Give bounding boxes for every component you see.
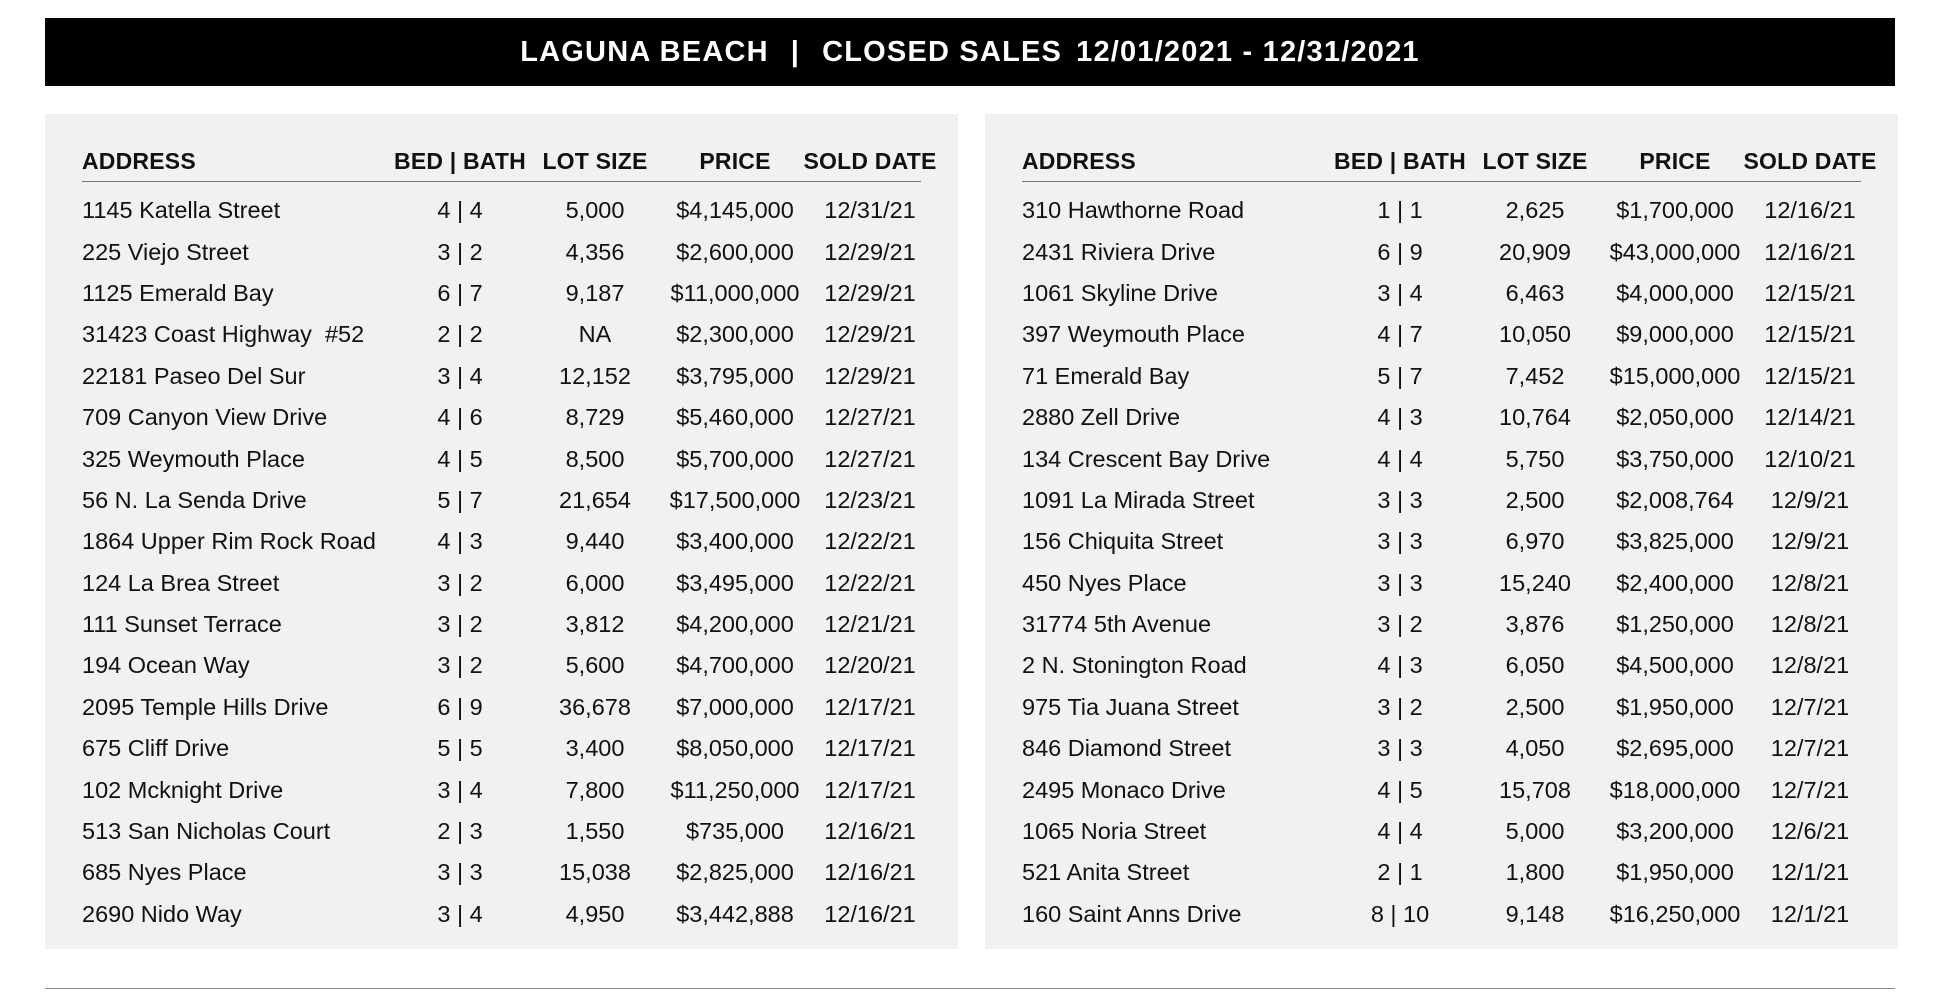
table-row — [985, 811, 1898, 852]
cell-bed-bath: 4 | 3 — [1377, 404, 1423, 431]
cell-lot-size: 3,876 — [1505, 611, 1565, 638]
cell-price: $2,050,000 — [1616, 404, 1734, 431]
cell-address: 685 Nyes Place — [82, 859, 247, 886]
cell-price: $3,400,000 — [676, 528, 794, 555]
table-row — [45, 397, 958, 438]
cell-bed-bath: 4 | 4 — [1377, 818, 1423, 845]
cell-sold-date: 12/8/21 — [1770, 569, 1850, 596]
cell-sold-date: 12/16/21 — [824, 818, 916, 845]
cell-bed-bath: 6 | 9 — [1377, 238, 1423, 265]
cell-sold-date: 12/22/21 — [824, 569, 916, 596]
table-row — [985, 852, 1898, 893]
cell-sold-date: 12/1/21 — [1770, 859, 1850, 886]
cell-price: $2,695,000 — [1616, 735, 1734, 762]
table-row — [45, 811, 958, 852]
cell-sold-date: 12/27/21 — [824, 404, 916, 431]
table-body — [45, 190, 958, 935]
table-row — [45, 852, 958, 893]
cell-address: 325 Weymouth Place — [82, 445, 305, 472]
cell-price: $735,000 — [685, 818, 785, 845]
cell-lot-size: 8,500 — [565, 445, 625, 472]
cell-bed-bath: 5 | 7 — [437, 486, 483, 513]
cell-address: 310 Hawthorne Road — [1022, 197, 1245, 224]
cell-address: 71 Emerald Bay — [1022, 362, 1190, 389]
cell-address: 521 Anita Street — [1022, 859, 1190, 886]
cell-sold-date: 12/16/21 — [824, 859, 916, 886]
table-row — [985, 521, 1898, 562]
header-bed-bath: BED | BATH — [394, 147, 526, 174]
cell-price: $7,000,000 — [676, 693, 794, 720]
cell-lot-size: 9,187 — [565, 279, 625, 306]
cell-lot-size: 5,600 — [565, 652, 625, 679]
cell-lot-size: 20,909 — [1499, 238, 1571, 265]
cell-sold-date: 12/22/21 — [824, 528, 916, 555]
cell-bed-bath: 3 | 2 — [1377, 611, 1423, 638]
cell-sold-date: 12/31/21 — [824, 197, 916, 224]
table-row — [985, 231, 1898, 272]
cell-sold-date: 12/29/21 — [824, 362, 916, 389]
cell-price: $4,200,000 — [676, 611, 794, 638]
table-row — [45, 687, 958, 728]
cell-address: 160 Saint Anns Drive — [1022, 900, 1242, 927]
cell-address: 846 Diamond Street — [1022, 735, 1232, 762]
cell-price: $2,400,000 — [1616, 569, 1734, 596]
cell-price: $4,500,000 — [1616, 652, 1734, 679]
table-row — [985, 397, 1898, 438]
cell-price: $3,825,000 — [1616, 528, 1734, 555]
cell-address: 975 Tia Juana Street — [1022, 693, 1239, 720]
cell-lot-size: 6,000 — [565, 569, 625, 596]
header-divider — [82, 181, 921, 182]
cell-price: $8,050,000 — [676, 735, 794, 762]
header-address: ADDRESS — [1022, 147, 1136, 174]
table-row — [45, 604, 958, 645]
cell-lot-size: 2,625 — [1505, 197, 1565, 224]
cell-address: 111 Sunset Terrace — [82, 611, 282, 638]
cell-price: $16,250,000 — [1609, 900, 1741, 927]
cell-bed-bath: 4 | 4 — [1377, 445, 1423, 472]
cell-sold-date: 12/20/21 — [824, 652, 916, 679]
cell-address: 102 Mcknight Drive — [82, 776, 284, 803]
cell-address: 2690 Nido Way — [82, 900, 242, 927]
cell-address: 1145 Katella Street — [82, 197, 281, 224]
cell-sold-date: 12/16/21 — [1764, 197, 1856, 224]
table-row — [45, 480, 958, 521]
cell-bed-bath: 8 | 10 — [1370, 900, 1430, 927]
cell-address: 2 N. Stonington Road — [1022, 652, 1247, 679]
cell-address: 1091 La Mirada Street — [1022, 486, 1255, 513]
cell-address: 397 Weymouth Place — [1022, 321, 1245, 348]
cell-lot-size: 36,678 — [559, 693, 631, 720]
cell-bed-bath: 5 | 7 — [1377, 362, 1423, 389]
cell-address: 124 La Brea Street — [82, 569, 280, 596]
cell-price: $4,700,000 — [676, 652, 794, 679]
cell-sold-date: 12/15/21 — [1764, 321, 1856, 348]
cell-bed-bath: 2 | 2 — [437, 321, 483, 348]
cell-lot-size: 6,970 — [1505, 528, 1565, 555]
table-row — [985, 894, 1898, 935]
cell-bed-bath: 4 | 3 — [437, 528, 483, 555]
cell-bed-bath: 4 | 6 — [437, 404, 483, 431]
table-row — [45, 356, 958, 397]
cell-price: $3,795,000 — [676, 362, 794, 389]
cell-bed-bath: 4 | 3 — [1377, 652, 1423, 679]
title-label: CLOSED SALES — [822, 35, 1063, 68]
table-row — [985, 190, 1898, 231]
cell-lot-size: 1,800 — [1505, 859, 1565, 886]
cell-address: 2095 Temple Hills Drive — [82, 693, 329, 720]
cell-bed-bath: 3 | 3 — [437, 859, 483, 886]
table-row — [45, 438, 958, 479]
title-date-range: 12/01/2021 - 12/31/2021 — [1076, 35, 1420, 68]
footer-divider — [45, 988, 1895, 989]
cell-address: 1065 Noria Street — [1022, 818, 1207, 845]
cell-address: 1864 Upper Rim Rock Road — [82, 528, 376, 555]
cell-bed-bath: 3 | 4 — [437, 776, 483, 803]
cell-bed-bath: 3 | 2 — [437, 611, 483, 638]
cell-lot-size: 1,550 — [565, 818, 625, 845]
cell-price: $4,000,000 — [1616, 279, 1734, 306]
title-city: LAGUNA BEACH — [520, 35, 769, 68]
cell-lot-size: 7,800 — [565, 776, 625, 803]
cell-address: 2880 Zell Drive — [1022, 404, 1181, 431]
cell-lot-size: 4,950 — [565, 900, 625, 927]
cell-price: $3,495,000 — [676, 569, 794, 596]
cell-bed-bath: 3 | 3 — [1377, 486, 1423, 513]
table-row — [985, 645, 1898, 686]
table-header — [985, 142, 1898, 180]
cell-lot-size: 5,750 — [1505, 445, 1565, 472]
cell-lot-size: 2,500 — [1505, 693, 1565, 720]
cell-price: $2,600,000 — [676, 238, 794, 265]
table-row — [45, 563, 958, 604]
cell-sold-date: 12/15/21 — [1764, 279, 1856, 306]
table-row — [985, 563, 1898, 604]
header-price: PRICE — [1639, 147, 1711, 174]
cell-price: $5,700,000 — [676, 445, 794, 472]
table-row — [985, 438, 1898, 479]
table-row — [45, 190, 958, 231]
header-divider — [1022, 181, 1861, 182]
cell-sold-date: 12/14/21 — [1764, 404, 1856, 431]
report-title-bar — [45, 18, 1895, 86]
cell-sold-date: 12/29/21 — [824, 238, 916, 265]
cell-bed-bath: 4 | 5 — [1377, 776, 1423, 803]
cell-bed-bath: 3 | 4 — [437, 900, 483, 927]
cell-lot-size: 9,148 — [1505, 900, 1565, 927]
cell-lot-size: 4,356 — [565, 238, 625, 265]
cell-price: $2,300,000 — [676, 321, 794, 348]
cell-address: 675 Cliff Drive — [82, 735, 230, 762]
table-row — [985, 314, 1898, 355]
cell-lot-size: 15,240 — [1499, 569, 1571, 596]
cell-lot-size: 15,038 — [559, 859, 631, 886]
cell-bed-bath: 3 | 3 — [1377, 735, 1423, 762]
cell-sold-date: 12/7/21 — [1770, 735, 1850, 762]
cell-sold-date: 12/7/21 — [1770, 776, 1850, 803]
cell-address: 2495 Monaco Drive — [1022, 776, 1226, 803]
cell-price: $2,825,000 — [676, 859, 794, 886]
cell-sold-date: 12/29/21 — [824, 321, 916, 348]
cell-bed-bath: 2 | 3 — [437, 818, 483, 845]
cell-price: $15,000,000 — [1609, 362, 1741, 389]
cell-lot-size: 5,000 — [565, 197, 625, 224]
cell-address: 1125 Emerald Bay — [82, 279, 274, 306]
cell-address: 56 N. La Senda Drive — [82, 486, 307, 513]
cell-price: $1,950,000 — [1616, 859, 1734, 886]
table-row — [45, 894, 958, 935]
cell-lot-size: 4,050 — [1505, 735, 1565, 762]
header-address: ADDRESS — [82, 147, 196, 174]
cell-price: $4,145,000 — [676, 197, 794, 224]
cell-lot-size: 12,152 — [559, 362, 631, 389]
cell-address: 709 Canyon View Drive — [82, 404, 328, 431]
cell-bed-bath: 6 | 7 — [437, 279, 483, 306]
cell-bed-bath: 4 | 7 — [1377, 321, 1423, 348]
cell-sold-date: 12/16/21 — [824, 900, 916, 927]
cell-price: $17,500,000 — [669, 486, 801, 513]
cell-lot-size: 9,440 — [565, 528, 625, 555]
cell-address: 1061 Skyline Drive — [1022, 279, 1218, 306]
cell-address: 194 Ocean Way — [82, 652, 250, 679]
cell-address: 513 San Nicholas Court — [82, 818, 331, 845]
cell-lot-size: 3,812 — [565, 611, 625, 638]
cell-price: $1,700,000 — [1616, 197, 1734, 224]
table-row — [985, 273, 1898, 314]
cell-price: $9,000,000 — [1616, 321, 1734, 348]
cell-price: $5,460,000 — [676, 404, 794, 431]
header-sold-date: SOLD DATE — [803, 147, 937, 174]
cell-address: 22181 Paseo Del Sur — [82, 362, 306, 389]
cell-sold-date: 12/8/21 — [1770, 611, 1850, 638]
cell-sold-date: 12/15/21 — [1764, 362, 1856, 389]
table-header — [45, 142, 958, 180]
table-row — [45, 231, 958, 272]
cell-sold-date: 12/7/21 — [1770, 693, 1850, 720]
cell-sold-date: 12/16/21 — [1764, 238, 1856, 265]
cell-sold-date: 12/21/21 — [824, 611, 916, 638]
cell-sold-date: 12/10/21 — [1764, 445, 1856, 472]
table-row — [985, 356, 1898, 397]
cell-lot-size: 10,764 — [1499, 404, 1571, 431]
cell-sold-date: 12/23/21 — [824, 486, 916, 513]
cell-price: $18,000,000 — [1609, 776, 1741, 803]
cell-lot-size: 3,400 — [565, 735, 625, 762]
cell-lot-size: 8,729 — [565, 404, 625, 431]
table-row — [985, 728, 1898, 769]
table-row — [45, 769, 958, 810]
cell-price: $11,000,000 — [670, 279, 800, 306]
cell-price: $1,950,000 — [1616, 693, 1734, 720]
cell-sold-date: 12/17/21 — [824, 776, 916, 803]
cell-price: $1,250,000 — [1616, 611, 1734, 638]
cell-sold-date: 12/1/21 — [1770, 900, 1850, 927]
cell-bed-bath: 3 | 4 — [437, 362, 483, 389]
cell-lot-size: 21,654 — [559, 486, 631, 513]
table-row — [45, 521, 958, 562]
header-sold-date: SOLD DATE — [1743, 147, 1877, 174]
table-row — [45, 273, 958, 314]
cell-price: $11,250,000 — [670, 776, 800, 803]
cell-price: $3,442,888 — [676, 900, 794, 927]
cell-lot-size: 15,708 — [1499, 776, 1571, 803]
cell-bed-bath: 3 | 2 — [437, 652, 483, 679]
table-body — [985, 190, 1898, 935]
cell-sold-date: 12/6/21 — [1770, 818, 1850, 845]
cell-bed-bath: 2 | 1 — [1377, 859, 1423, 886]
cell-lot-size: 5,000 — [1505, 818, 1565, 845]
cell-price: $3,200,000 — [1616, 818, 1734, 845]
cell-sold-date: 12/9/21 — [1770, 486, 1850, 513]
cell-sold-date: 12/27/21 — [824, 445, 916, 472]
cell-bed-bath: 3 | 2 — [437, 569, 483, 596]
cell-sold-date: 12/29/21 — [824, 279, 916, 306]
title-separator: | — [790, 35, 801, 68]
header-lot-size: LOT SIZE — [542, 147, 648, 174]
cell-price: $43,000,000 — [1609, 238, 1741, 265]
cell-lot-size: 10,050 — [1499, 321, 1571, 348]
cell-price: $2,008,764 — [1616, 486, 1734, 513]
cell-address: 2431 Riviera Drive — [1022, 238, 1216, 265]
cell-bed-bath: 6 | 9 — [437, 693, 483, 720]
cell-sold-date: 12/17/21 — [824, 693, 916, 720]
cell-bed-bath: 3 | 3 — [1377, 569, 1423, 596]
table-row — [985, 480, 1898, 521]
cell-lot-size: NA — [578, 321, 612, 348]
cell-address: 134 Crescent Bay Drive — [1022, 445, 1271, 472]
header-lot-size: LOT SIZE — [1482, 147, 1588, 174]
cell-address: 31423 Coast Highway #52 — [82, 321, 365, 348]
cell-sold-date: 12/8/21 — [1770, 652, 1850, 679]
table-row — [45, 314, 958, 355]
header-bed-bath: BED | BATH — [1334, 147, 1466, 174]
table-row — [985, 769, 1898, 810]
header-price: PRICE — [699, 147, 771, 174]
cell-lot-size: 6,463 — [1505, 279, 1565, 306]
cell-address: 225 Viejo Street — [82, 238, 249, 265]
cell-sold-date: 12/9/21 — [1770, 528, 1850, 555]
sales-table-right — [985, 114, 1898, 949]
cell-bed-bath: 3 | 4 — [1377, 279, 1423, 306]
cell-lot-size: 2,500 — [1505, 486, 1565, 513]
cell-address: 31774 5th Avenue — [1022, 611, 1212, 638]
cell-bed-bath: 4 | 5 — [437, 445, 483, 472]
cell-address: 156 Chiquita Street — [1022, 528, 1224, 555]
table-row — [985, 604, 1898, 645]
cell-address: 450 Nyes Place — [1022, 569, 1187, 596]
cell-bed-bath: 4 | 4 — [437, 197, 483, 224]
table-row — [45, 728, 958, 769]
cell-price: $3,750,000 — [1616, 445, 1734, 472]
table-row — [985, 687, 1898, 728]
table-row — [45, 645, 958, 686]
sales-table-left — [45, 114, 958, 949]
cell-lot-size: 7,452 — [1505, 362, 1565, 389]
cell-bed-bath: 5 | 5 — [437, 735, 483, 762]
cell-bed-bath: 3 | 3 — [1377, 528, 1423, 555]
cell-bed-bath: 3 | 2 — [437, 238, 483, 265]
cell-bed-bath: 3 | 2 — [1377, 693, 1423, 720]
cell-lot-size: 6,050 — [1505, 652, 1565, 679]
cell-sold-date: 12/17/21 — [824, 735, 916, 762]
cell-bed-bath: 1 | 1 — [1377, 197, 1423, 224]
